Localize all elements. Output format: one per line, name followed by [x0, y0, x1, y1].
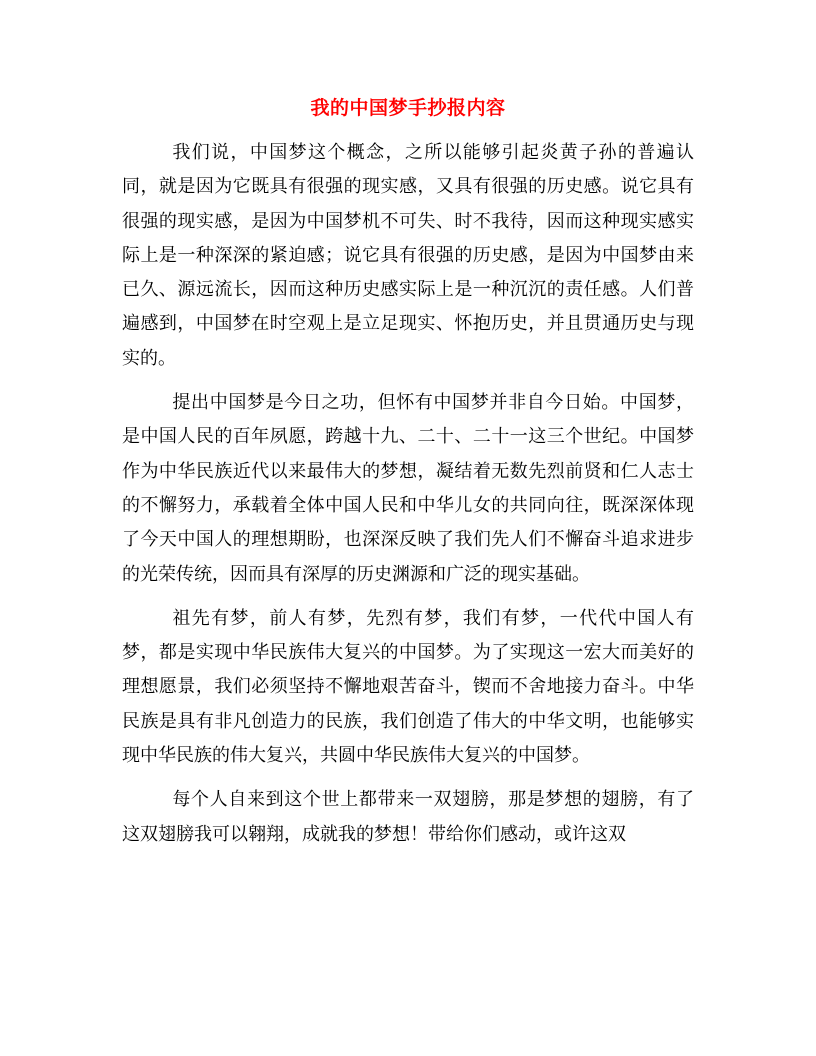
paragraph-1: 我们说，中国梦这个概念，之所以能够引起炎黄子孙的普遍认同，就是因为它既具有很强的现实感，又具有很强的历史感。说它具有很强的现实感，是因为中国梦机不可失、时不我待，因而这种现实感实际上是一种深深的紧迫感；说它具有很强的历史感，是因为中国梦由来已久、源远流长，因而这种历史感实际上是一种沉沉的责任感。人们普遍感到，中国梦在时空观上是立足现实、怀抱历史，并且贯通历史与现实的。 — [122, 142, 694, 369]
document-body — [122, 136, 694, 852]
document-title: 我的中国梦手抄报内容 — [310, 97, 506, 119]
paragraph-2: 提出中国梦是今日之功，但怀有中国梦并非自今日始。中国梦，是中国人民的百年夙愿，跨越十九、二十、二十一这三个世纪。中国梦作为中华民族近代以来最伟大的梦想，凝结着无数先烈前贤和仁人志士的不懈努力，承载着全体中国人民和中华儿女的共同向往，既深深体现了今天中国人的理想期盼，也深深反映了我们先人们不懈奋斗追求进步的光荣传统，因而具有深厚的历史渊源和广泛的现实基础。 — [122, 392, 694, 585]
paragraph-3: 祖先有梦，前人有梦，先烈有梦，我们有梦，一代代中国人有梦，都是实现中华民族伟大复兴的中国梦。为了实现这一宏大而美好的理想愿景，我们必须坚持不懈地艰苦奋斗，锲而不舍地接力奋斗。中华民族是具有非凡创造力的民族，我们创造了伟大的中华文明，也能够实现中华民族的伟大复兴，共圆中华民族伟大复兴的中国梦。 — [122, 607, 694, 767]
paragraph-4: 每个人自来到这个世上都带来一双翅膀，那是梦想的翅膀，有了这双翅膀我可以翱翔，成就我的梦想！带给你们感动，或许这双 — [122, 789, 694, 845]
